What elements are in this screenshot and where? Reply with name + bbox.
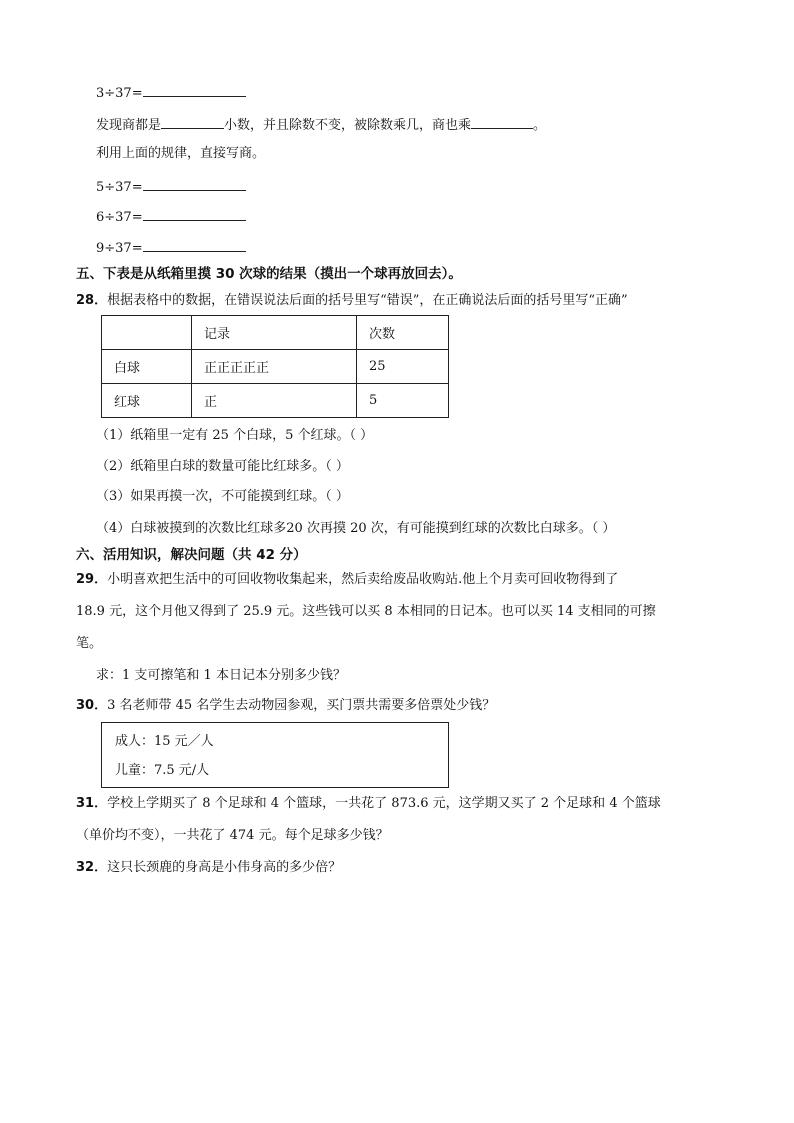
equation-label: 3÷37= xyxy=(96,86,143,101)
table-cell-label: 白球 xyxy=(102,350,192,384)
observation-sentence xyxy=(96,116,546,134)
table-row xyxy=(102,384,449,418)
question-31-line-1 xyxy=(76,796,661,812)
statement-2[interactable]: （2）纸箱里白球的数量可能比红球多。（ ） xyxy=(96,459,349,474)
ball-draw-table xyxy=(101,315,449,418)
observation-part-b: 小数，并且除数不变，被除数乘几，商也乘 xyxy=(224,118,472,133)
question-29-line-2: 18.9 元，这个月他又得到了 25.9 元。这些钱可以买 8 本相同的日记本。也可以买 14 支相同的可擦 xyxy=(76,604,656,619)
question-32-stem xyxy=(76,860,341,876)
equation-label: 6÷37= xyxy=(96,210,143,225)
table-header-cell: 记录 xyxy=(192,316,357,350)
question-text: 根据表格中的数据，在错误说法后面的括号里写“错误”，在正确说法后面的括号里写“正确” xyxy=(107,293,628,308)
use-rule-instruction: 利用上面的规律，直接写商。 xyxy=(96,146,266,161)
table-row xyxy=(102,350,449,384)
answer-blank-decimal-type[interactable] xyxy=(161,116,224,129)
question-29-ask: 求：1 支可擦笔和 1 本日记本分别多少钱？ xyxy=(96,668,346,683)
section-5-heading: 五、下表是从纸箱里摸 30 次球的结果（摸出一个球再放回去）。 xyxy=(76,266,462,282)
question-number: 32． xyxy=(76,860,108,875)
answer-blank[interactable] xyxy=(143,84,246,97)
equation-label: 9÷37= xyxy=(96,241,143,256)
answer-blank-multiply[interactable] xyxy=(471,116,533,129)
question-31-line-2: （单价均不变），一共花了 474 元。每个足球多少钱？ xyxy=(76,828,389,843)
question-number: 31． xyxy=(76,796,108,811)
adult-price: 成人：15 元／人 xyxy=(115,734,214,749)
table-header-cell: 次数 xyxy=(357,316,449,350)
table-header-row xyxy=(102,316,449,350)
question-number: 28． xyxy=(76,293,108,308)
question-29-line-3: 笔。 xyxy=(76,636,103,651)
question-29-line-1 xyxy=(76,572,618,588)
question-text: 3 名老师带 45 名学生去动物园参观，买门票共需要多倍票处少钱？ xyxy=(107,698,496,713)
statement-4[interactable]: （4）白球被摸到的次数比红球多20 次再摸 20 次，有可能摸到红球的次数比白球多。（ ） xyxy=(96,521,616,536)
child-price: 儿童：7.5 元/人 xyxy=(115,763,210,778)
question-30-stem xyxy=(76,698,495,714)
statement-1[interactable]: （1）纸箱里一定有 25 个白球，5 个红球。（ ） xyxy=(96,428,374,443)
table-cell-label: 红球 xyxy=(102,384,192,418)
equation-6-div-37 xyxy=(96,208,246,226)
table-cell-count: 25 xyxy=(357,350,449,384)
question-text: 学校上学期买了 8 个足球和 4 个篮球，一共花了 873.6 元，这学期又买了 2 个足球和 4 个篮球 xyxy=(107,796,661,811)
table-cell-tally: 正 xyxy=(192,384,357,418)
question-number: 30． xyxy=(76,698,108,713)
observation-part-a: 发现商都是 xyxy=(96,118,162,133)
question-text: 这只长颈鹿的身高是小伟身高的多少倍？ xyxy=(107,860,342,875)
answer-blank[interactable] xyxy=(143,208,246,221)
question-number: 29． xyxy=(76,572,108,587)
statement-3[interactable]: （3）如果再摸一次，不可能摸到红球。（ ） xyxy=(96,489,349,504)
section-6-heading: 六、活用知识，解决问题（共 42 分） xyxy=(76,547,307,563)
equation-label: 5÷37= xyxy=(96,180,143,195)
equation-9-div-37 xyxy=(96,239,246,257)
equation-3-div-37 xyxy=(96,84,246,102)
table-header-cell xyxy=(102,316,192,350)
ticket-price-box xyxy=(101,722,449,788)
table-cell-tally: 正正正正正 xyxy=(192,350,357,384)
question-text: 小明喜欢把生活中的可回收物收集起来，然后卖给废品收购站.他上个月卖可回收物得到了 xyxy=(107,572,619,587)
observation-end: 。 xyxy=(533,118,547,133)
answer-blank[interactable] xyxy=(143,239,246,252)
equation-5-div-37 xyxy=(96,178,246,196)
answer-blank[interactable] xyxy=(143,178,246,191)
table-cell-count: 5 xyxy=(357,384,449,418)
question-28-stem xyxy=(76,293,628,309)
